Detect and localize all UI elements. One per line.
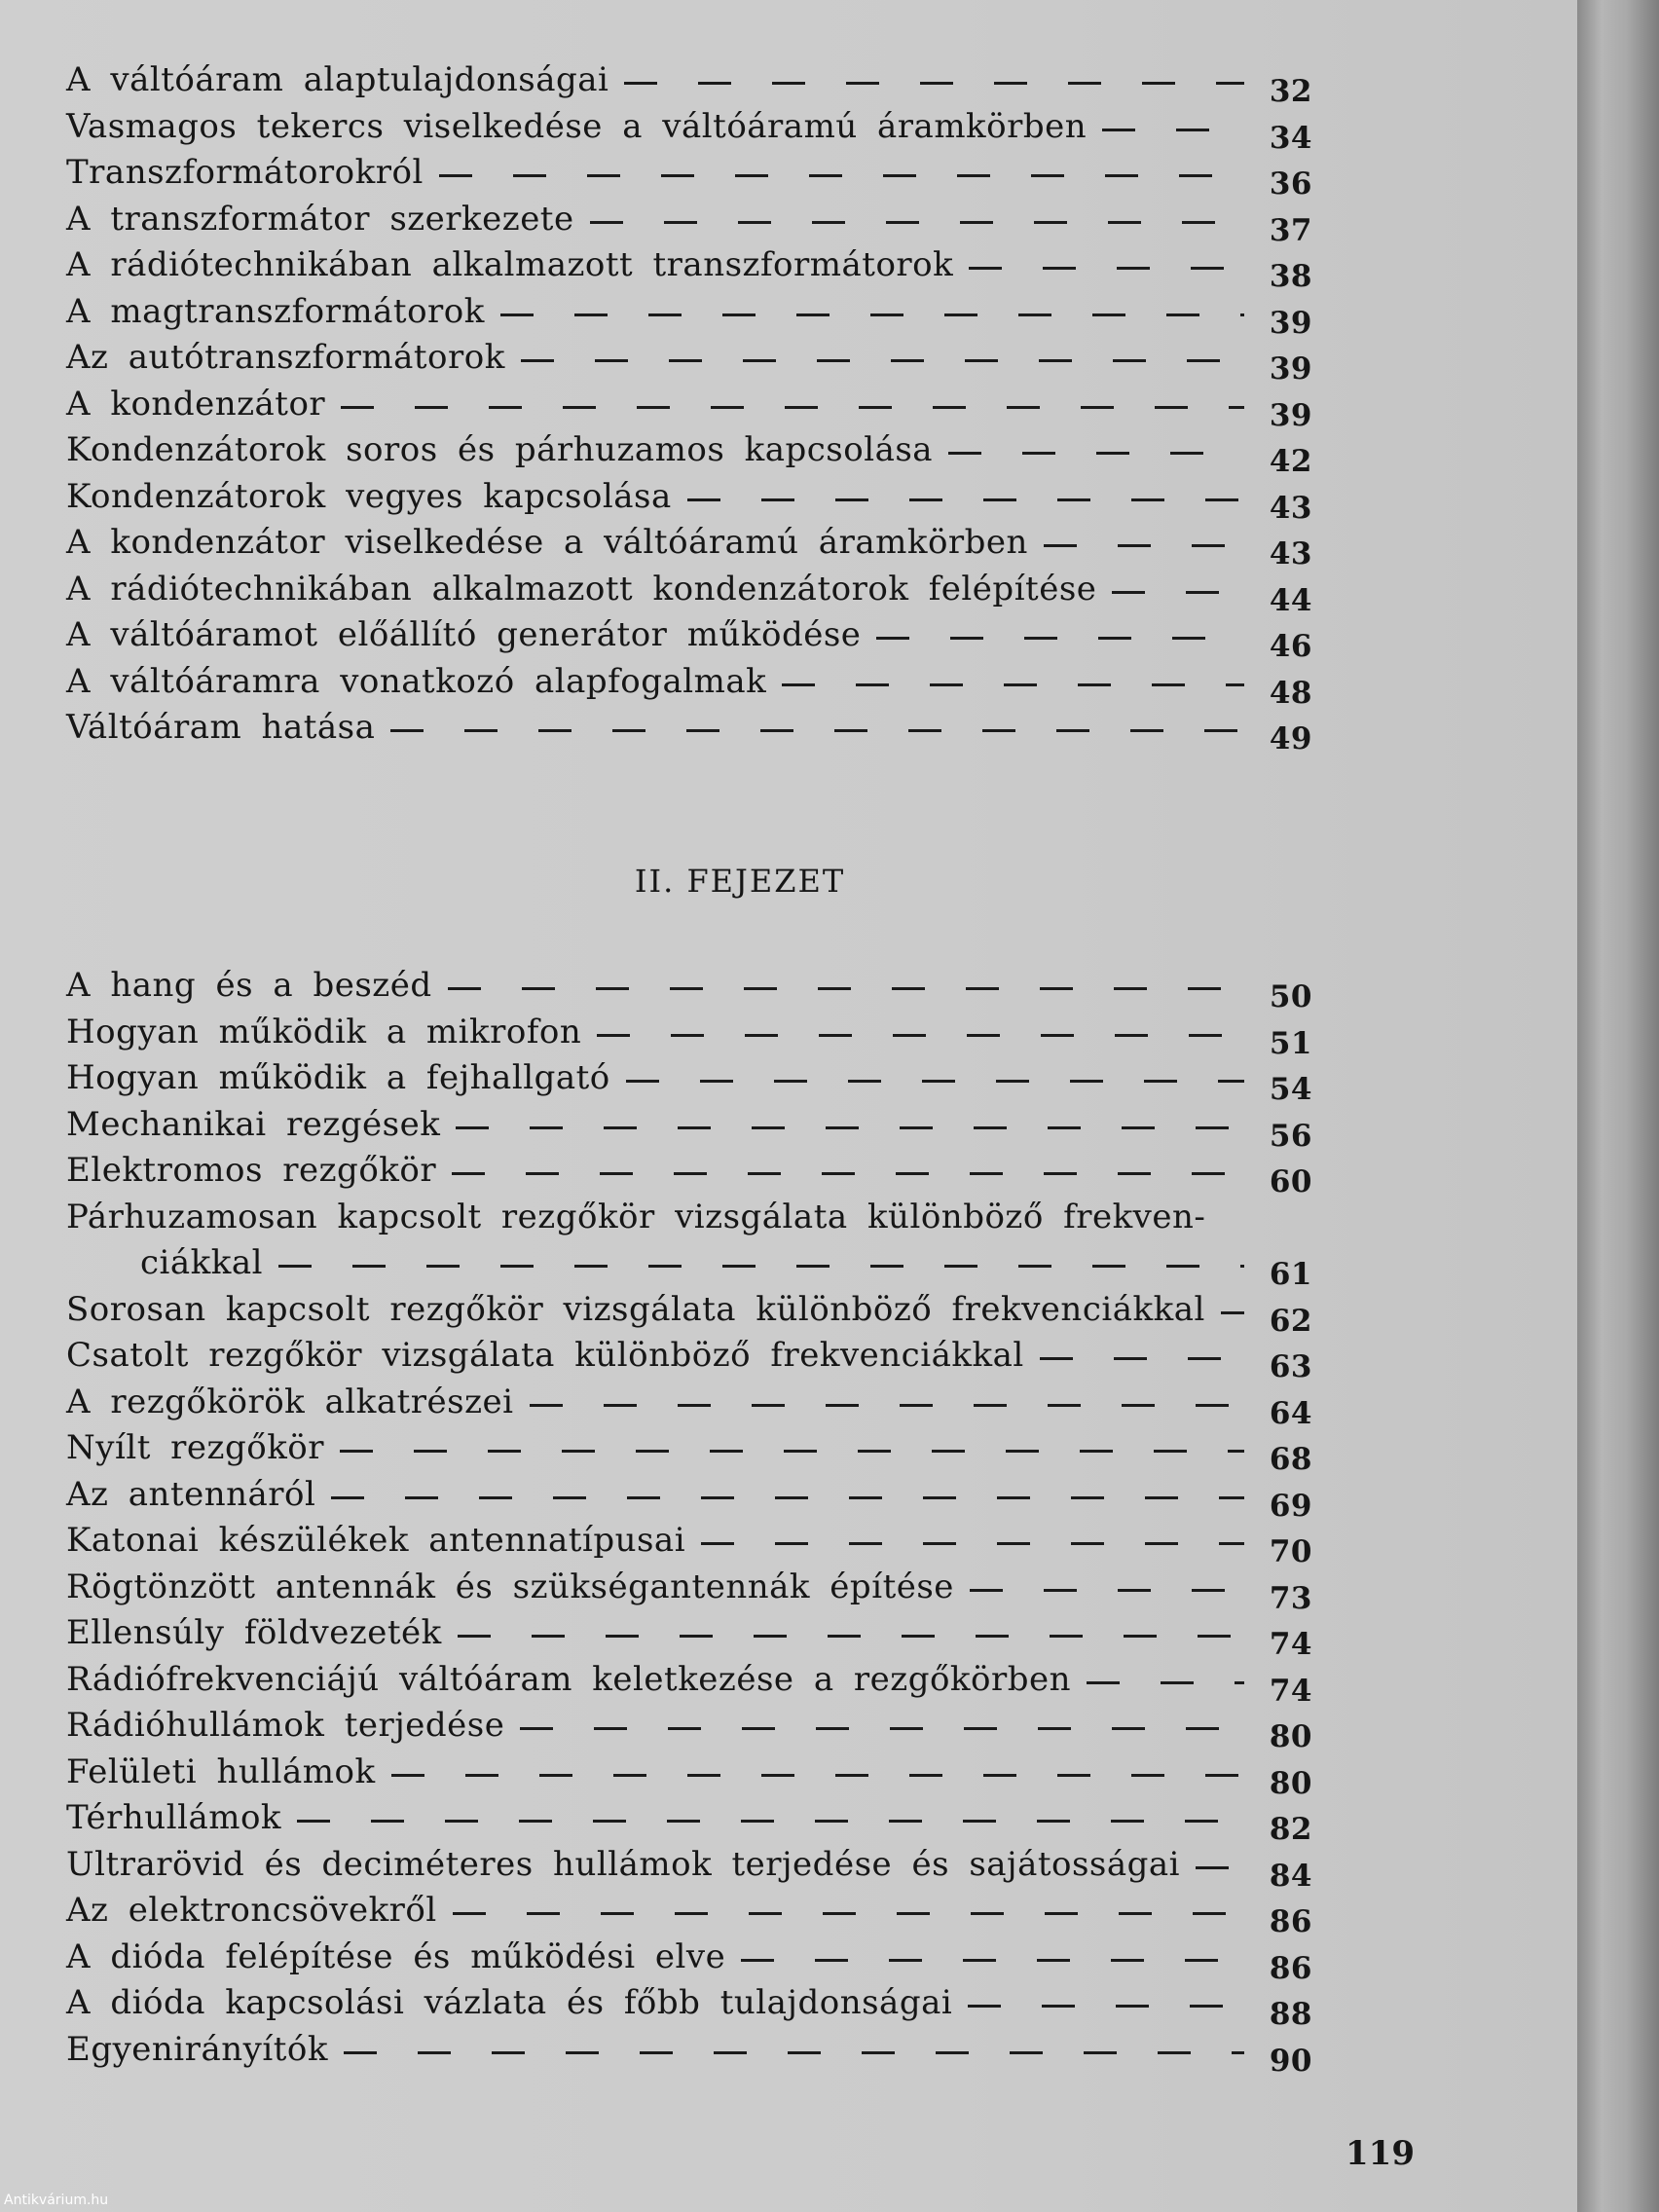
leader-dashes bbox=[1044, 523, 1244, 562]
toc-entry bbox=[66, 1937, 1312, 1984]
toc-entry bbox=[66, 1891, 1312, 1937]
toc-entry-title: A transzformátor szerkezete bbox=[66, 199, 574, 239]
toc-entry-page: 42 bbox=[1269, 444, 1312, 479]
toc-entry-page: 56 bbox=[1269, 1118, 1312, 1154]
toc-entry-title: Egyenirányítók bbox=[66, 2029, 328, 2069]
toc-entry-page: 60 bbox=[1269, 1164, 1312, 1199]
toc-entry bbox=[66, 615, 1312, 662]
toc-entry bbox=[66, 60, 1312, 107]
toc-entry-page: 49 bbox=[1269, 721, 1312, 756]
toc-entry-title: A váltóáramra vonatkozó alapfogalmak bbox=[66, 661, 767, 701]
toc-entry-title: A kondenzátor bbox=[66, 384, 326, 424]
toc-entry-title: A rezgőkörök alkatrészei bbox=[66, 1382, 514, 1421]
toc-entry-title: A dióda kapcsolási vázlata és főbb tulajdonságai bbox=[66, 1983, 953, 2022]
toc-entry bbox=[66, 1567, 1312, 1614]
leader-dashes bbox=[448, 966, 1244, 1005]
toc-entry-title: Felületi hullámok bbox=[66, 1751, 376, 1791]
toc-entry bbox=[66, 338, 1312, 385]
leader-dashes bbox=[948, 430, 1244, 469]
leader-dashes bbox=[344, 2030, 1244, 2069]
toc-entry-page: 48 bbox=[1269, 675, 1312, 711]
toc-entry-title: Az antennáról bbox=[66, 1474, 316, 1514]
toc-entry bbox=[66, 523, 1312, 570]
toc-entry-title: Nyílt rezgőkör bbox=[66, 1428, 325, 1467]
leader-dashes bbox=[390, 708, 1244, 747]
toc-entry-page: 84 bbox=[1269, 1858, 1312, 1894]
toc-entry-title: A kondenzátor viselkedése a váltóáramú áramkörben bbox=[66, 523, 1028, 562]
leader-dashes bbox=[331, 1475, 1244, 1514]
toc-entry-page: 37 bbox=[1269, 212, 1312, 248]
leader-dashes bbox=[782, 662, 1244, 701]
toc-entry bbox=[66, 1058, 1312, 1105]
toc-entry-page: 36 bbox=[1269, 166, 1312, 202]
toc-entry-title: Katonai készülékek antennatípusai bbox=[66, 1521, 686, 1560]
toc-entry-title: Rögtönzött antennák és szükségantennák építése bbox=[66, 1567, 954, 1606]
toc-entry-title: ciákkal bbox=[140, 1243, 264, 1282]
toc-entry bbox=[66, 477, 1312, 524]
toc-entry bbox=[66, 1290, 1312, 1337]
toc-entry-title: Ellensúly földvezeték bbox=[66, 1613, 442, 1652]
leader-dashes bbox=[624, 60, 1244, 99]
toc-entry-title: Az autótranszformátorok bbox=[66, 338, 505, 377]
toc-entry-page: 80 bbox=[1269, 1765, 1312, 1801]
toc-entry-page: 39 bbox=[1269, 351, 1312, 387]
leader-dashes bbox=[1040, 1336, 1244, 1375]
toc-entry-title: Transzformátorokról bbox=[66, 153, 424, 192]
toc-entry-title: Térhullámok bbox=[66, 1798, 282, 1837]
toc-entry-title: Ultrarövid és deciméteres hullámok terjedése és sajátosságai bbox=[66, 1844, 1181, 1884]
toc-entry-page: 46 bbox=[1269, 629, 1312, 664]
toc-entry-page: 73 bbox=[1269, 1580, 1312, 1616]
toc-entry-page: 54 bbox=[1269, 1072, 1312, 1107]
toc-entry-page: 39 bbox=[1269, 305, 1312, 341]
leader-dashes bbox=[969, 245, 1244, 284]
toc-entry-title: Vasmagos tekercs viselkedése a váltóáramú áramkörben bbox=[66, 106, 1088, 146]
toc-entry bbox=[66, 1983, 1312, 2030]
toc-section-chapter-two bbox=[66, 966, 1312, 2079]
toc-entry bbox=[66, 1798, 1312, 1845]
toc-entry-title: Elektromos rezgőkör bbox=[66, 1151, 437, 1190]
toc-entry-title: Az elektroncsövekről bbox=[66, 1891, 437, 1930]
leader-dashes bbox=[530, 1382, 1245, 1421]
toc-entry bbox=[66, 1660, 1312, 1707]
toc-entry-page: 32 bbox=[1269, 74, 1312, 109]
toc-entry-page: 86 bbox=[1269, 1950, 1312, 1986]
leader-dashes bbox=[590, 200, 1244, 239]
toc-entry-page: 34 bbox=[1269, 120, 1312, 156]
toc-entry bbox=[66, 1475, 1312, 1522]
toc-entry bbox=[66, 1706, 1312, 1752]
toc-entry-title: A rádiótechnikában alkalmazott transzformátorok bbox=[66, 245, 954, 284]
leader-dashes bbox=[520, 1706, 1244, 1745]
leader-dashes bbox=[1112, 570, 1244, 608]
toc-entry-title: Rádiófrekvenciájú váltóáram keletkezése a rezgőkörben bbox=[66, 1659, 1072, 1699]
toc-entry-page: 80 bbox=[1269, 1719, 1312, 1754]
leader-dashes bbox=[297, 1798, 1244, 1837]
toc-entry-page: 62 bbox=[1269, 1303, 1312, 1339]
toc-entry bbox=[66, 245, 1312, 292]
toc-entry-title: A váltóáramot előállító generátor működése bbox=[66, 615, 862, 654]
toc-entry-title: Rádióhullámok terjedése bbox=[66, 1706, 505, 1745]
toc-entry bbox=[66, 107, 1312, 154]
toc-entry-title: Sorosan kapcsolt rezgőkör vizsgálata különböző frekvenciákkal bbox=[66, 1289, 1205, 1329]
toc-entry-page: 39 bbox=[1269, 397, 1312, 433]
leader-dashes bbox=[687, 477, 1244, 516]
leader-dashes bbox=[391, 1752, 1244, 1791]
toc-entry-title: A dióda felépítése és működési elve bbox=[66, 1936, 726, 1976]
toc-section-chapter-one bbox=[66, 60, 1312, 755]
toc-entry-title: A váltóáram alaptulajdonságai bbox=[66, 60, 609, 99]
toc-entry-page: 64 bbox=[1269, 1395, 1312, 1431]
toc-entry-title: Kondenzátorok soros és párhuzamos kapcsolása bbox=[66, 430, 934, 469]
toc-entry-title: Kondenzátorok vegyes kapcsolása bbox=[66, 476, 672, 516]
leader-dashes bbox=[500, 292, 1244, 331]
toc-entry-page: 61 bbox=[1269, 1257, 1312, 1292]
toc-entry bbox=[66, 662, 1312, 709]
leader-dashes bbox=[452, 1151, 1244, 1190]
toc-entry bbox=[66, 1382, 1312, 1429]
leader-dashes bbox=[701, 1521, 1244, 1560]
leader-dashes bbox=[341, 385, 1244, 424]
toc-entry bbox=[66, 1428, 1312, 1475]
toc-entry-page: 69 bbox=[1269, 1488, 1312, 1524]
toc-entry-page: 68 bbox=[1269, 1442, 1312, 1477]
toc-entry-title: Mechanikai rezgések bbox=[66, 1104, 441, 1144]
leader-dashes bbox=[458, 1613, 1244, 1652]
leader-dashes bbox=[1087, 1660, 1244, 1699]
toc-entry bbox=[66, 1013, 1312, 1059]
toc-entry-title: Hogyan működik a fejhallgató bbox=[66, 1058, 610, 1097]
toc-entry bbox=[66, 1613, 1312, 1660]
toc-entry bbox=[66, 292, 1312, 339]
toc-entry-page: 43 bbox=[1269, 536, 1312, 571]
leader-dashes bbox=[968, 1983, 1244, 2022]
toc-entry bbox=[66, 708, 1312, 755]
toc-entry-page: 90 bbox=[1269, 2043, 1312, 2079]
page-number: 119 bbox=[1346, 2134, 1415, 2173]
book-spine-edge bbox=[1577, 0, 1659, 2212]
toc-entry bbox=[66, 1105, 1312, 1152]
toc-entry bbox=[66, 1336, 1312, 1382]
toc-entry bbox=[66, 1198, 1312, 1244]
toc-entry bbox=[66, 200, 1312, 246]
toc-entry bbox=[66, 2030, 1312, 2077]
toc-entry-title: A rádiótechnikában alkalmazott kondenzátorok felépítése bbox=[66, 569, 1097, 608]
toc-entry-page: 86 bbox=[1269, 1904, 1312, 1939]
watermark: Antikvárium.hu bbox=[4, 2193, 109, 2208]
leader-dashes bbox=[340, 1428, 1244, 1467]
leader-dashes bbox=[456, 1105, 1244, 1144]
leader-dashes bbox=[876, 615, 1244, 654]
toc-entry-title: A magtranszformátorok bbox=[66, 291, 485, 331]
toc-entry-title: Párhuzamosan kapcsolt rezgőkör vizsgálata különböző frekven- bbox=[66, 1197, 1206, 1236]
toc-entry bbox=[66, 385, 1312, 431]
toc-entry bbox=[66, 1151, 1312, 1198]
toc-entry bbox=[66, 1845, 1312, 1892]
toc-entry-page bbox=[1221, 1198, 1289, 1209]
chapter-heading: II. FEJEZET bbox=[634, 863, 846, 900]
toc-entry-page: 70 bbox=[1269, 1534, 1312, 1569]
toc-entry bbox=[66, 570, 1312, 616]
toc-entry-page: 51 bbox=[1269, 1025, 1312, 1061]
leader-dashes bbox=[1221, 1290, 1244, 1329]
leader-dashes bbox=[741, 1937, 1244, 1976]
toc-entry-page: 82 bbox=[1269, 1812, 1312, 1847]
leader-dashes bbox=[597, 1013, 1244, 1051]
toc-entry-title: Váltóáram hatása bbox=[66, 708, 376, 747]
leader-dashes bbox=[970, 1567, 1244, 1606]
toc-entry bbox=[66, 1752, 1312, 1799]
leader-dashes bbox=[1196, 1845, 1244, 1884]
toc-entry-page: 63 bbox=[1269, 1349, 1312, 1384]
leader-dashes bbox=[626, 1058, 1244, 1097]
leader-dashes bbox=[278, 1243, 1244, 1282]
toc-entry-title: Hogyan működik a mikrofon bbox=[66, 1012, 582, 1051]
toc-entry-title: A hang és a beszéd bbox=[66, 966, 432, 1005]
leader-dashes bbox=[439, 153, 1244, 192]
toc-entry bbox=[66, 1243, 1312, 1290]
toc-entry bbox=[66, 430, 1312, 477]
toc-entry bbox=[66, 1521, 1312, 1567]
toc-entry-page: 38 bbox=[1269, 259, 1312, 294]
toc-entry-title: Csatolt rezgőkör vizsgálata különböző frekvenciákkal bbox=[66, 1336, 1024, 1375]
toc-entry-page: 88 bbox=[1269, 1997, 1312, 2032]
toc-entry-page: 50 bbox=[1269, 979, 1312, 1014]
toc-entry-page: 74 bbox=[1269, 1673, 1312, 1709]
toc-entry-page: 43 bbox=[1269, 490, 1312, 526]
toc-entry-page: 74 bbox=[1269, 1627, 1312, 1662]
leader-dashes bbox=[453, 1891, 1244, 1930]
toc-entry-page: 44 bbox=[1269, 582, 1312, 618]
toc-entry bbox=[66, 153, 1312, 200]
leader-dashes bbox=[1102, 107, 1244, 146]
toc-entry bbox=[66, 966, 1312, 1013]
leader-dashes bbox=[521, 338, 1244, 377]
